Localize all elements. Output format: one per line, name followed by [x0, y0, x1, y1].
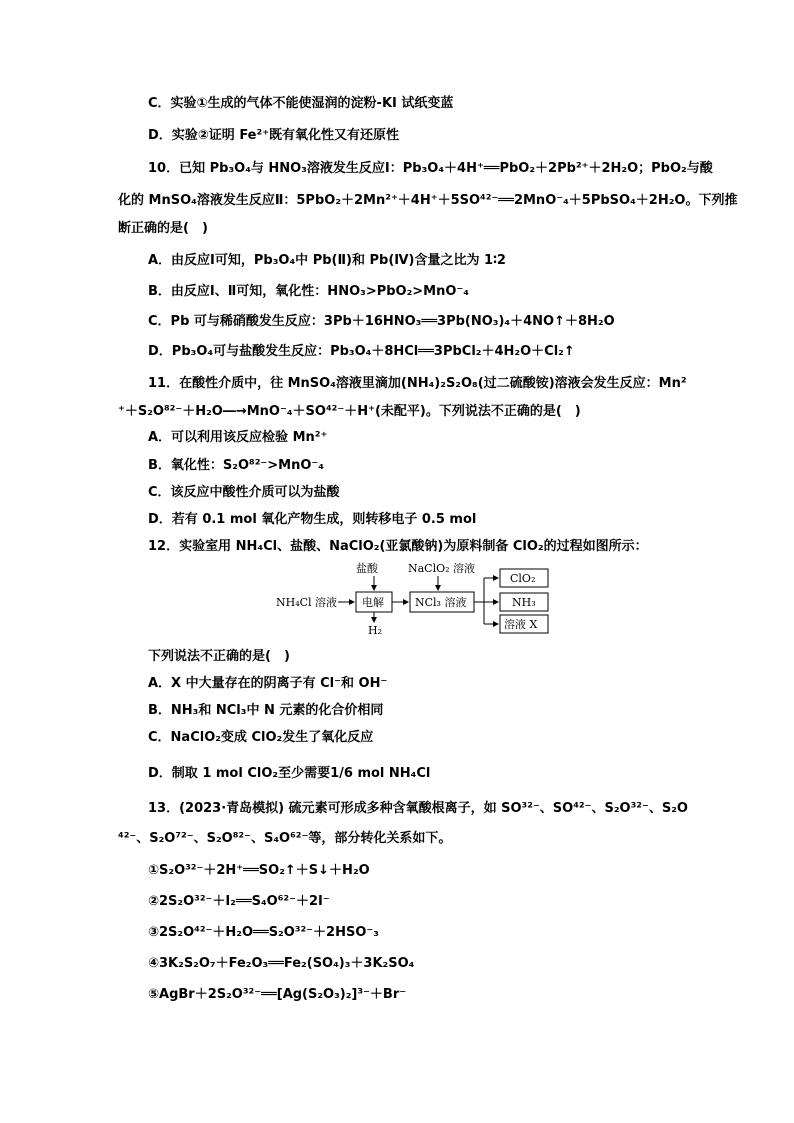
h2-label: H₂ — [368, 624, 383, 637]
electrolysis-label: 电解 — [362, 596, 384, 609]
process-flow-diagram — [270, 560, 570, 640]
hcl-label: 盐酸 — [356, 562, 378, 575]
question-11-line-1: 11．在酸性介质中，往 MnSO₄溶液里滴加(NH₄)₂S₂O₈(过二硫酸铵)溶液会发生反应：Mn² — [148, 376, 687, 391]
q10-option-c: C．Pb 可与稀硝酸发生反应：3Pb＋16HNO₃══3Pb(NO₃)₄＋4NO↑＋8H₂O — [148, 314, 615, 329]
q11-option-b: B．氧化性：S₂O⁸²⁻>MnO⁻₄ — [148, 458, 324, 473]
question-11-line-2: ⁺＋S₂O⁸²⁻＋H₂O―→MnO⁻₄＋SO⁴²⁻＋H⁺(未配平)。下列说法不正确的是( ) — [118, 404, 581, 419]
ncl3-label: NCl₃ 溶液 — [415, 596, 467, 609]
q12-option-b: B．NH₃和 NCl₃中 N 元素的化合价相同 — [148, 703, 384, 718]
question-10-line-2: 化的 MnSO₄溶液发生反应Ⅱ：5PbO₂＋2Mn²⁺＋4H⁺＋5SO⁴²⁻══2MnO⁻₄＋5PbSO₄＋2H₂O。下列推 — [118, 193, 738, 208]
q12-option-c: C．NaClO₂变成 ClO₂发生了氧化反应 — [148, 730, 374, 745]
reaction-1: ①S₂O³²⁻＋2H⁺══SO₂↑＋S↓＋H₂O — [148, 863, 370, 878]
out3-label: 溶液 X — [504, 618, 538, 631]
q11-option-a: A．可以利用该反应检验 Mn²⁺ — [148, 430, 328, 445]
question-13-line-1: 13．(2023·青岛模拟) 硫元素可形成多种含氧酸根离子，如 SO³²⁻、SO⁴²⁻、S₂O³²⁻、S₂O — [148, 801, 688, 816]
q10-option-d: D．Pb₃O₄可与盐酸发生反应：Pb₃O₄＋8HCl══3PbCl₂＋4H₂O＋Cl₂↑ — [148, 344, 575, 359]
question-13-line-2: ⁴²⁻、S₂O⁷²⁻、S₂O⁸²⁻、S₄O⁶²⁻等，部分转化关系如下。 — [118, 831, 452, 846]
naclo2-label: NaClO₂ 溶液 — [408, 562, 476, 575]
out1-label: ClO₂ — [510, 572, 536, 585]
q10-option-a: A．由反应Ⅰ可知，Pb₃O₄中 Pb(Ⅱ)和 Pb(Ⅳ)含量之比为 1∶2 — [148, 253, 506, 268]
question-10-line-1: 10．已知 Pb₃O₄与 HNO₃溶液发生反应Ⅰ：Pb₃O₄＋4H⁺══PbO₂＋2Pb²⁺＋2H₂O；PbO₂与酸 — [148, 161, 713, 176]
q11-option-d: D．若有 0.1 mol 氧化产物生成，则转移电子 0.5 mol — [148, 512, 477, 527]
q12-option-d: D．制取 1 mol ClO₂至少需要1/6 mol NH₄Cl — [148, 766, 431, 781]
question-12-line-2: 下列说法不正确的是( ) — [148, 649, 290, 664]
line-option-c-exp1: C．实验①生成的气体不能使湿润的淀粉-KI 试纸变蓝 — [148, 96, 454, 111]
q11-option-c: C．该反应中酸性介质可以为盐酸 — [148, 485, 340, 500]
q12-option-a: A．X 中大量存在的阴离子有 Cl⁻和 OH⁻ — [148, 676, 388, 691]
input-label: NH₄Cl 溶液 — [276, 596, 338, 609]
reaction-4: ④3K₂S₂O₇＋Fe₂O₃══Fe₂(SO₄)₃＋3K₂SO₄ — [148, 956, 415, 971]
line-option-d-exp2: D．实验②证明 Fe²⁺既有氧化性又有还原性 — [148, 128, 400, 143]
reaction-5: ⑤AgBr＋2S₂O³²⁻══[Ag(S₂O₃)₂]³⁻＋Br⁻ — [148, 987, 407, 1002]
out2-label: NH₃ — [512, 596, 536, 609]
q10-option-b: B．由反应Ⅰ、Ⅱ可知，氧化性：HNO₃>PbO₂>MnO⁻₄ — [148, 284, 469, 299]
question-12-line-1: 12．实验室用 NH₄Cl、盐酸、NaClO₂(亚氯酸钠)为原料制备 ClO₂的过程如图所示： — [148, 539, 648, 554]
question-10-line-3: 断正确的是( ) — [118, 221, 208, 236]
reaction-2: ②2S₂O³²⁻＋I₂══S₄O⁶²⁻＋2I⁻ — [148, 894, 330, 909]
reaction-3: ③2S₂O⁴²⁻＋H₂O══S₂O³²⁻＋2HSO⁻₃ — [148, 925, 379, 940]
